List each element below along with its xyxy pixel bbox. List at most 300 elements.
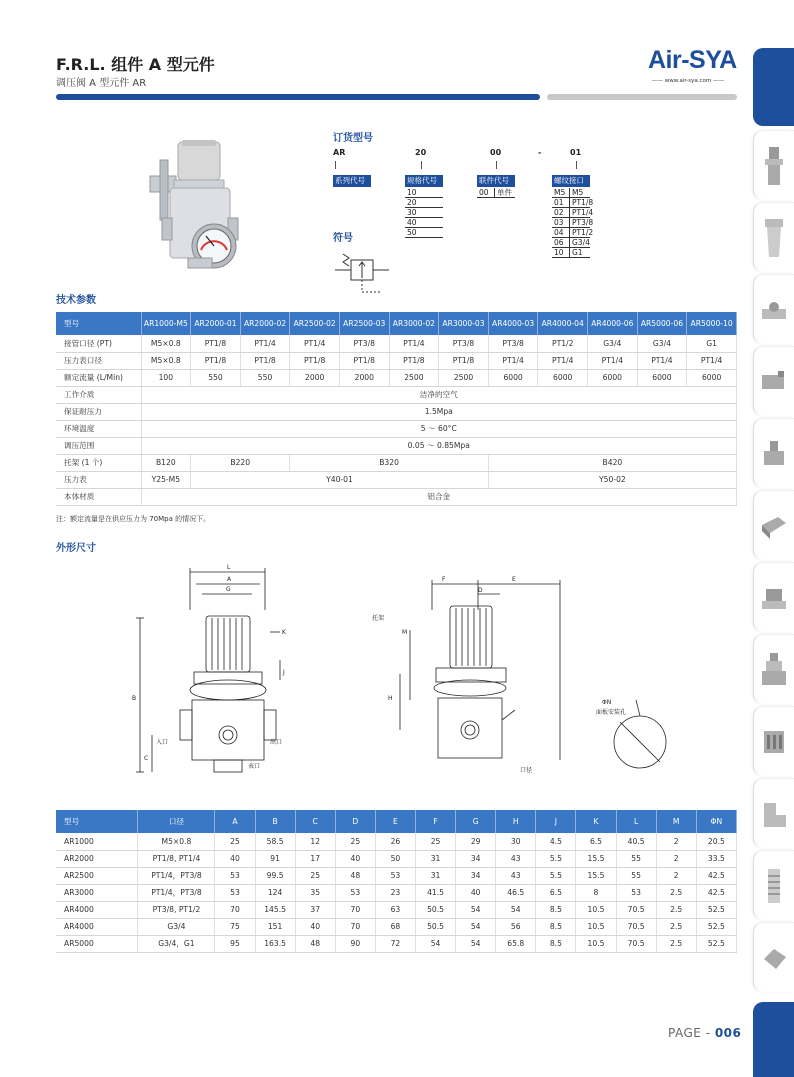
table-cell: 5.5 (536, 850, 576, 867)
table-cell: 48 (295, 935, 335, 952)
table-cell: 52.5 (696, 935, 736, 952)
table-header: K (576, 810, 616, 833)
table-header: L (616, 810, 656, 833)
table-cell: 50.5 (415, 918, 455, 935)
table-header: F (415, 810, 455, 833)
table-row-label: AR2000 (56, 850, 138, 867)
table-cell: 99.5 (255, 867, 295, 884)
table-cell: 40 (215, 850, 255, 867)
table-cell: B120 (141, 454, 191, 471)
tech-params-title: 技术参数 (56, 295, 96, 306)
table-row-label: AR2500 (56, 867, 138, 884)
list-item: 06 G3/4 (554, 238, 590, 247)
table-cell: 145.5 (255, 901, 295, 918)
filter-icon (760, 217, 788, 261)
table-row (56, 403, 737, 420)
table-cell: 2.5 (656, 918, 696, 935)
table-cell: B420 (488, 454, 736, 471)
table-cell: 6.5 (576, 833, 616, 850)
list-item: 00 单件 (477, 188, 515, 198)
table-cell: 75 (215, 918, 255, 935)
solenoid-icon (760, 577, 788, 621)
table-cell: 53 (616, 884, 656, 901)
table-cell: 70 (335, 918, 375, 935)
table-cell: 42.5 (696, 884, 736, 901)
table-cell: 31 (415, 867, 455, 884)
inlet-label: 入口 (156, 739, 169, 746)
table-cell: 2 (656, 850, 696, 867)
tab-solenoid[interactable] (753, 562, 794, 632)
table-cell: 50.5 (415, 901, 455, 918)
table-cell: G1 (687, 335, 737, 352)
flow-note: 注：额定流量是在供应压力为 70Mpa 的情况下。 (56, 515, 211, 523)
panel-hole-label: 面板安装孔 (596, 709, 627, 716)
table-cell: M5×0.8 (141, 352, 191, 369)
table-cell: 53 (215, 884, 255, 901)
list-item: 03 PT3/8 (554, 218, 594, 227)
table-cell: 6000 (488, 369, 538, 386)
table-header: AR3000-02 (389, 312, 439, 335)
table-cell: PT3/8 (439, 335, 489, 352)
table-cell: PT3/8 (339, 335, 389, 352)
tab-valve[interactable] (753, 346, 794, 416)
table-cell: M5×0.8 (138, 833, 215, 850)
table-header: AR2500-02 (290, 312, 340, 335)
table-cell: 2 (656, 867, 696, 884)
symbol-title: 符号 (333, 233, 353, 244)
table-header: G (456, 810, 496, 833)
table-cell: 34 (456, 867, 496, 884)
table-header: C (295, 810, 335, 833)
port-code-list (552, 188, 594, 258)
dim-label-L: L (227, 564, 231, 571)
table-cell: 65.8 (496, 935, 536, 952)
table-row (56, 867, 737, 884)
table-cell: 8.5 (536, 901, 576, 918)
table-cell: 68 (375, 918, 415, 935)
table-header: AR4000-04 (538, 312, 588, 335)
order-code-connector (335, 161, 336, 169)
table-cell: PT1/8 (439, 352, 489, 369)
brand-url: —— www.air-sya.com —— (652, 78, 725, 84)
table-cell: B320 (290, 454, 488, 471)
dim-label-E: E (512, 576, 516, 583)
order-code-part-unit: 00 (490, 148, 502, 157)
table-cell: 25 (335, 833, 375, 850)
table-row (56, 335, 737, 352)
accessory-icon (760, 937, 788, 981)
dim-label-K: K (282, 629, 286, 636)
table-header: M (656, 810, 696, 833)
table-cell: 90 (335, 935, 375, 952)
table-row-label: 调压范围 (56, 437, 141, 454)
table-header: AR2000-02 (240, 312, 290, 335)
table-cell: PT1/4 (588, 352, 638, 369)
brand-logo: Air-SYA (648, 46, 737, 74)
table-cell: 6000 (637, 369, 687, 386)
table-cell: PT1/4 (637, 352, 687, 369)
table-cell: 10.5 (576, 918, 616, 935)
table-cell: 5 ～ 60°C (141, 420, 736, 437)
table-row-label: 接管口径 (PT) (56, 335, 141, 352)
tab-block[interactable] (753, 490, 794, 560)
table-header: AR4000-03 (488, 312, 538, 335)
page-number: PAGE - 006 (668, 1026, 742, 1040)
table-cell: 40 (456, 884, 496, 901)
table-cell: 8.5 (536, 918, 576, 935)
table-cell: 48 (335, 867, 375, 884)
table-header: E (375, 810, 415, 833)
table-row-label: 压力表 (56, 471, 141, 488)
table-header: AR1000-M5 (141, 312, 191, 335)
table-cell: 2500 (439, 369, 489, 386)
table-row-label: 工作介质 (56, 386, 141, 403)
table-cell: 50 (375, 850, 415, 867)
port-code-label: 螺纹接口 (552, 175, 590, 187)
dim-label-D: D (478, 587, 483, 594)
order-code-part-port: 01 (570, 148, 582, 157)
table-cell: 2500 (389, 369, 439, 386)
table-header: AR4000-06 (588, 312, 638, 335)
table-cell: 151 (255, 918, 295, 935)
table-cell: G3/4，G1 (138, 935, 215, 952)
dimensions-title: 外形尺寸 (56, 543, 96, 554)
dimensions-table-body (56, 833, 737, 952)
table-cell: PT1/8 (240, 352, 290, 369)
table-cell: 10.5 (576, 935, 616, 952)
block-icon (760, 505, 788, 549)
list-item: 10 G1 (552, 248, 590, 258)
tab-elbow[interactable] (753, 778, 794, 848)
table-cell: 12 (295, 833, 335, 850)
table-cell: 25 (215, 833, 255, 850)
tab-cylinder[interactable] (753, 634, 794, 704)
table-cell: PT1/4 (538, 352, 588, 369)
table-cell: 54 (456, 901, 496, 918)
table-header: B (255, 810, 295, 833)
table-header: AR3000-03 (439, 312, 489, 335)
table-row-label: AR4000 (56, 918, 138, 935)
list-item: 20 (405, 198, 443, 208)
table-cell: 52.5 (696, 918, 736, 935)
table-row (56, 918, 737, 935)
table-cell: PT1/4，PT3/8 (138, 884, 215, 901)
table-cell: 2000 (339, 369, 389, 386)
table-row (56, 935, 737, 952)
table-cell: 550 (191, 369, 241, 386)
table-cell: 54 (456, 935, 496, 952)
table-cell: 41.5 (415, 884, 455, 901)
dim-label-phiN: ΦN (602, 699, 612, 706)
table-row (56, 369, 737, 386)
manifold-icon (760, 721, 788, 765)
series-code-label: 系列代号 (333, 175, 371, 187)
table-row-label: 托架 (1 个) (56, 454, 141, 471)
table-row (56, 488, 737, 505)
list-item: 02 PT1/4 (554, 208, 594, 217)
table-row (56, 454, 737, 471)
list-item: 50 (405, 228, 443, 238)
table-cell: 8 (576, 884, 616, 901)
table-cell: PT3/8, PT1/2 (138, 901, 215, 918)
table-cell: PT1/4 (488, 352, 538, 369)
table-cell: 55 (616, 867, 656, 884)
table-row-label: 额定流量 (L/Min) (56, 369, 141, 386)
table-cell: 54 (415, 935, 455, 952)
tab-footer-block (753, 1002, 794, 1077)
tab-accessory[interactable] (753, 922, 794, 992)
table-header-row (56, 810, 737, 833)
table-cell: 2.5 (656, 884, 696, 901)
table-cell: 0.05 ～ 0.85Mpa (141, 437, 736, 454)
dim-label-F: F (442, 576, 446, 583)
list-item: 10 (405, 188, 443, 198)
order-code-connector (421, 161, 422, 169)
table-cell: 37 (295, 901, 335, 918)
list-item: 40 (405, 218, 443, 228)
table-cell: 70.5 (616, 935, 656, 952)
order-code-title: 订货型号 (333, 133, 373, 144)
table-cell: 95 (215, 935, 255, 952)
table-header: 型号 (56, 810, 138, 833)
table-cell: PT3/8 (488, 335, 538, 352)
table-cell: 56 (496, 918, 536, 935)
table-cell: 54 (496, 901, 536, 918)
table-cell: 铝合金 (141, 488, 736, 505)
table-cell: PT1/8, PT1/4 (138, 850, 215, 867)
order-code-part-series: AR (333, 148, 346, 157)
table-cell: 6000 (687, 369, 737, 386)
table-cell: 2.5 (656, 935, 696, 952)
list-item: 30 (405, 208, 443, 218)
table-cell: PT1/8 (191, 352, 241, 369)
header-accent-bar (56, 94, 540, 100)
regulator-icon (760, 145, 788, 189)
table-cell: 40 (295, 918, 335, 935)
table-cell: 53 (215, 867, 255, 884)
dim-label-H: H (388, 695, 393, 702)
table-header: 口径 (138, 810, 215, 833)
table-header: A (215, 810, 255, 833)
table-cell: Y25-M5 (141, 471, 191, 488)
unit-code-label: 联件代号 (477, 175, 515, 187)
table-cell: M5×0.8 (141, 335, 191, 352)
table-cell: 53 (375, 867, 415, 884)
cylinder-icon (760, 649, 788, 693)
dim-label-M: M (402, 629, 408, 636)
table-cell: B220 (191, 454, 290, 471)
table-row-label: 保证耐压力 (56, 403, 141, 420)
table-cell: 550 (240, 369, 290, 386)
table-cell: 25 (295, 867, 335, 884)
port-size-label: 口径 (520, 767, 533, 774)
table-row-label: 环境温度 (56, 420, 141, 437)
tab-active[interactable] (753, 48, 794, 126)
order-code-connector (576, 161, 577, 169)
table-cell: PT1/8 (191, 335, 241, 352)
table-cell: 20.5 (696, 833, 736, 850)
table-cell: 25 (415, 833, 455, 850)
table-header: ΦN (696, 810, 736, 833)
table-row (56, 352, 737, 369)
table-header-row (56, 312, 737, 335)
table-row-label: AR1000 (56, 833, 138, 850)
table-cell: 2.5 (656, 901, 696, 918)
table-cell: 72 (375, 935, 415, 952)
table-cell: 1.5Mpa (141, 403, 736, 420)
table-cell: 6000 (588, 369, 638, 386)
table-cell: 63 (375, 901, 415, 918)
table-cell: 5.5 (536, 867, 576, 884)
table-cell: 23 (375, 884, 415, 901)
table-cell: G3/4 (588, 335, 638, 352)
connector-icon (760, 433, 788, 477)
table-cell: 70 (215, 901, 255, 918)
silencer-icon (760, 865, 788, 909)
table-cell: 163.5 (255, 935, 295, 952)
order-code-part-size: 20 (415, 148, 427, 157)
table-header: AR2500-03 (339, 312, 389, 335)
table-cell: 40 (335, 850, 375, 867)
table-row (56, 884, 737, 901)
table-cell: 70.5 (616, 918, 656, 935)
table-cell: 15.5 (576, 850, 616, 867)
table-cell: PT1/4 (389, 335, 439, 352)
table-cell: PT1/8 (389, 352, 439, 369)
table-cell: 26 (375, 833, 415, 850)
table-cell: 55 (616, 850, 656, 867)
table-cell: 10.5 (576, 901, 616, 918)
table-cell: 46.5 (496, 884, 536, 901)
table-cell: 17 (295, 850, 335, 867)
table-cell: 8.5 (536, 935, 576, 952)
table-row (56, 901, 737, 918)
order-code-dash: - (538, 148, 542, 157)
table-cell: 70 (335, 901, 375, 918)
table-row (56, 850, 737, 867)
table-cell: G3/4 (138, 918, 215, 935)
header-gray-bar (547, 94, 737, 100)
table-header: H (496, 810, 536, 833)
table-row (56, 833, 737, 850)
panel-hole-drawing (596, 696, 672, 776)
tab-manifold[interactable] (753, 706, 794, 776)
table-cell: 4.5 (536, 833, 576, 850)
unit-code-list (477, 188, 515, 198)
gauge-port-label: 表口 (248, 763, 261, 770)
table-cell: 42.5 (696, 867, 736, 884)
table-cell: 15.5 (576, 867, 616, 884)
table-cell: G3/4 (637, 335, 687, 352)
product-image (148, 138, 258, 278)
front-view-drawing (130, 560, 300, 780)
table-header: AR2000-01 (191, 312, 241, 335)
table-cell: 43 (496, 867, 536, 884)
table-cell: 54 (456, 918, 496, 935)
order-code-connector (496, 161, 497, 169)
tab-regulator[interactable] (753, 130, 794, 200)
tab-fitting[interactable] (753, 274, 794, 344)
table-cell: 124 (255, 884, 295, 901)
table-cell: 6.5 (536, 884, 576, 901)
table-cell: 30 (496, 833, 536, 850)
tab-filter[interactable] (753, 202, 794, 272)
size-code-label: 规格代号 (405, 175, 443, 187)
size-code-list (405, 188, 443, 238)
table-cell: PT1/4 (240, 335, 290, 352)
page-subtitle: 调压阀 A 型元件 AR (56, 78, 147, 89)
list-item: 01 PT1/8 (554, 198, 594, 207)
table-header: 型号 (56, 312, 141, 335)
tab-connector[interactable] (753, 418, 794, 488)
table-header: AR5000-10 (687, 312, 737, 335)
outlet-label: 出口 (270, 739, 283, 746)
table-row-label: AR4000 (56, 901, 138, 918)
table-header: D (335, 810, 375, 833)
table-cell: PT1/2 (538, 335, 588, 352)
table-cell: 29 (456, 833, 496, 850)
tab-silencer[interactable] (753, 850, 794, 920)
table-cell: 40.5 (616, 833, 656, 850)
bracket-label: 托架 (372, 615, 385, 622)
table-cell: 43 (496, 850, 536, 867)
list-item: 04 PT1/2 (554, 228, 594, 237)
list-item: M5 M5 (552, 188, 590, 198)
table-cell: 2 (656, 833, 696, 850)
table-cell: PT1/4 (687, 352, 737, 369)
dimensions-table (56, 810, 737, 953)
dim-label-J: J (283, 669, 285, 676)
elbow-icon (760, 793, 788, 837)
table-cell: 34 (456, 850, 496, 867)
dim-label-A: A (227, 576, 232, 583)
table-cell: 洁净的空气 (141, 386, 736, 403)
table-row (56, 437, 737, 454)
dim-label-G: G (226, 586, 231, 593)
table-cell: PT1/4，PT3/8 (138, 867, 215, 884)
side-view-drawing (370, 570, 570, 775)
table-cell: 52.5 (696, 901, 736, 918)
page-title: F.R.L. 组件 A 型元件 (56, 55, 215, 74)
table-cell: 35 (295, 884, 335, 901)
table-cell: 6000 (538, 369, 588, 386)
table-cell: 58.5 (255, 833, 295, 850)
table-cell: 70.5 (616, 901, 656, 918)
table-header: AR5000-06 (637, 312, 687, 335)
table-cell: 31 (415, 850, 455, 867)
table-cell: 91 (255, 850, 295, 867)
table-cell: Y40-01 (191, 471, 489, 488)
table-row-label: AR5000 (56, 935, 138, 952)
table-cell: 2000 (290, 369, 340, 386)
dim-label-B: B (132, 695, 137, 702)
dim-label-C: C (144, 755, 149, 762)
table-row (56, 386, 737, 403)
table-cell: Y50-02 (488, 471, 736, 488)
table-cell: 33.5 (696, 850, 736, 867)
table-row-label: AR3000 (56, 884, 138, 901)
fitting-icon (760, 289, 788, 333)
table-header: J (536, 810, 576, 833)
table-cell: 100 (141, 369, 191, 386)
table-cell: PT1/8 (290, 352, 340, 369)
tech-params-table (56, 312, 737, 506)
regulator-symbol (333, 248, 393, 296)
table-row (56, 471, 737, 488)
table-cell: PT1/8 (339, 352, 389, 369)
table-row-label: 本体材质 (56, 488, 141, 505)
valve-icon (760, 361, 788, 405)
